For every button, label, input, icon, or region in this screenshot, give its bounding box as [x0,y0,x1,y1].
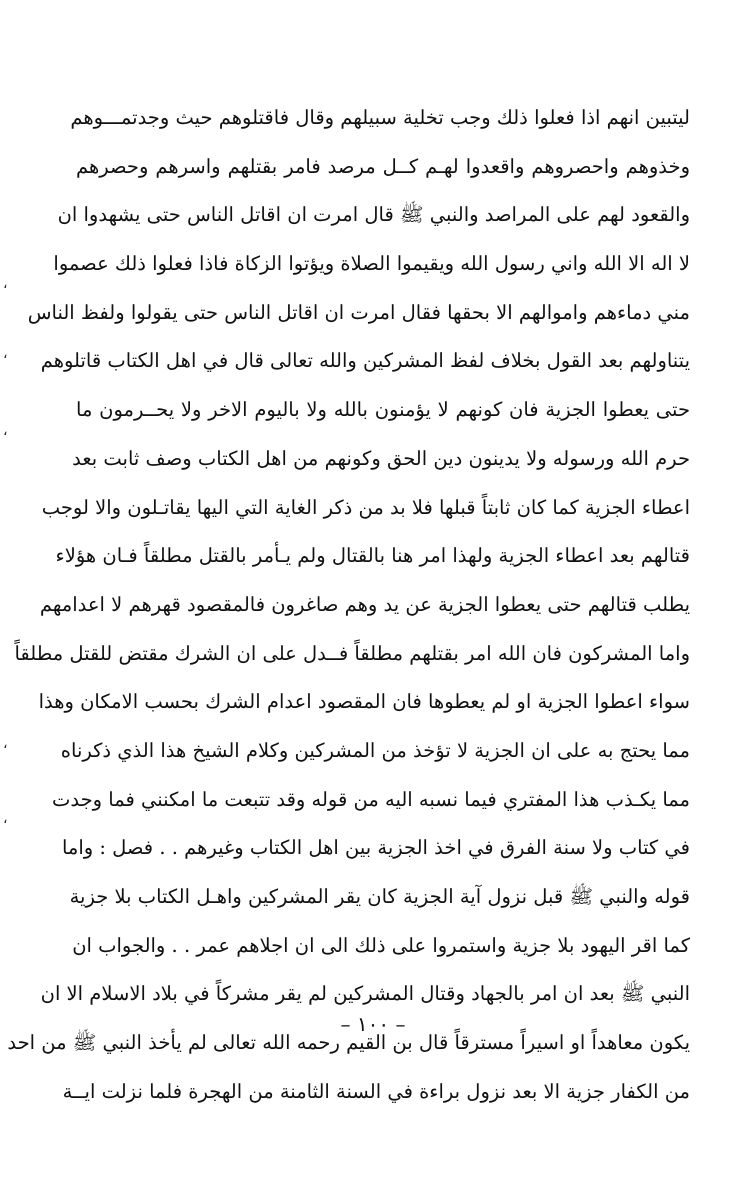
text-line: كما اقر اليهود بلا جزية واستمروا على ذلك الى ان اجلاهم عمر . . والجواب ان [72,933,690,957]
margin-mark: ، [3,276,8,292]
text-line: مني دماءهم واموالهم الا بحقها فقال امرت ان اقاتل الناس حتى يقولوا ولفظ الناس [27,300,690,324]
text-line: اعطاء الجزية كما كان ثابتاً قبلها فلا بد من ذكر الغاية التي اليها يقاتـلون والا لوجب [41,495,690,519]
text-line: النبي ﷺ بعد ان امر بالجهاد وقتال المشركين لم يقر مشركاً في بلاد الاسلام الا ان [40,982,690,1006]
text-line: حتى يعطوا الجزية فان كونهم لا يؤمنون بالله ولا باليوم الاخر ولا يحــرمون ما [76,398,690,422]
text-line: في كتاب ولا سنة الفرق في اخذ الجزية بين اهل الكتاب وغيرهم . . فصل : واما [61,836,690,860]
text-line: يطلب قتالهم حتى يعطوا الجزية عن يد وهم صاغرون فالمقصود قهرهم لا اعدامهم [39,592,690,616]
text-line: مما يحتج به على ان الجزية لا تؤخذ من المشركين وكلام الشيخ هذا الذي ذكرناه [60,738,690,762]
body-text [7,94,690,1116]
text-line: يتناولهم بعد القول بخلاف لفظ المشركين والله تعالى قال في اهل الكتاب قاتلوهم [40,349,690,373]
margin-mark: ، [3,346,8,362]
margin-mark: ، [3,423,8,439]
text-line: سواء اعطوا الجزية او لم يعطوها فان المقصود اعدام الشرك بحسب الامكان وهذا [38,690,690,714]
text-line: حرم الله ورسوله ولا يدينون دين الحق وكونهم من اهل الكتاب وصف ثابت بعد [72,446,690,470]
text-line: قتالهم بعد اعطاء الجزية ولهذا امر هنا بالقتال ولم يـأمر بالقتل مطلقاً فـان هؤلاء [55,544,690,568]
text-line: واما المشركون فان الله امر بقتلهم مطلقاً فــدل على ان الشرك مقتض للقتل مطلقاً [14,641,690,665]
page-number: – ١٠٠ – [340,1012,406,1036]
text-line: ليتبين انهم اذا فعلوا ذلك وجب تخلية سبيلهم وقال فاقتلوهم حيث وجدتمـــوهم [70,106,690,129]
text-line: مما يكـذب هذا المفتري فيما نسبه اليه من قوله وقد تتبعت ما امكنني فما وجدت [51,787,690,811]
margin-mark: ، [3,811,8,827]
text-line: يكون معاهداً او اسيراً مسترقاً قال بن القيم رحمه الله تعالى لم يأخذ النبي ﷺ من احد [7,1031,690,1055]
text-line: وخذوهم واحصروهم واقعدوا لهـم كــل مرصد فامر بقتلهم واسرهم وحصرهم [76,154,690,178]
text-line: والقعود لهم على المراصد والنبي ﷺ قال امرت ان اقاتل الناس حتى يشهدوا ان [57,203,690,227]
text-line: قوله والنبي ﷺ قبل نزول آية الجزية كان يقر المشركين واهـل الكتاب بلا جزية [69,885,690,908]
text-line: لا اله الا الله واني رسول الله ويقيموا الصلاة ويؤتوا الزكاة فاذا فعلوا ذلك عصموا [53,252,690,276]
margin-mark: ، [3,736,8,752]
text-line: من الكفار جزية الا بعد نزول براءة في السنة الثامنة من الهجرة فلما نزلت ايــة [62,1079,690,1103]
